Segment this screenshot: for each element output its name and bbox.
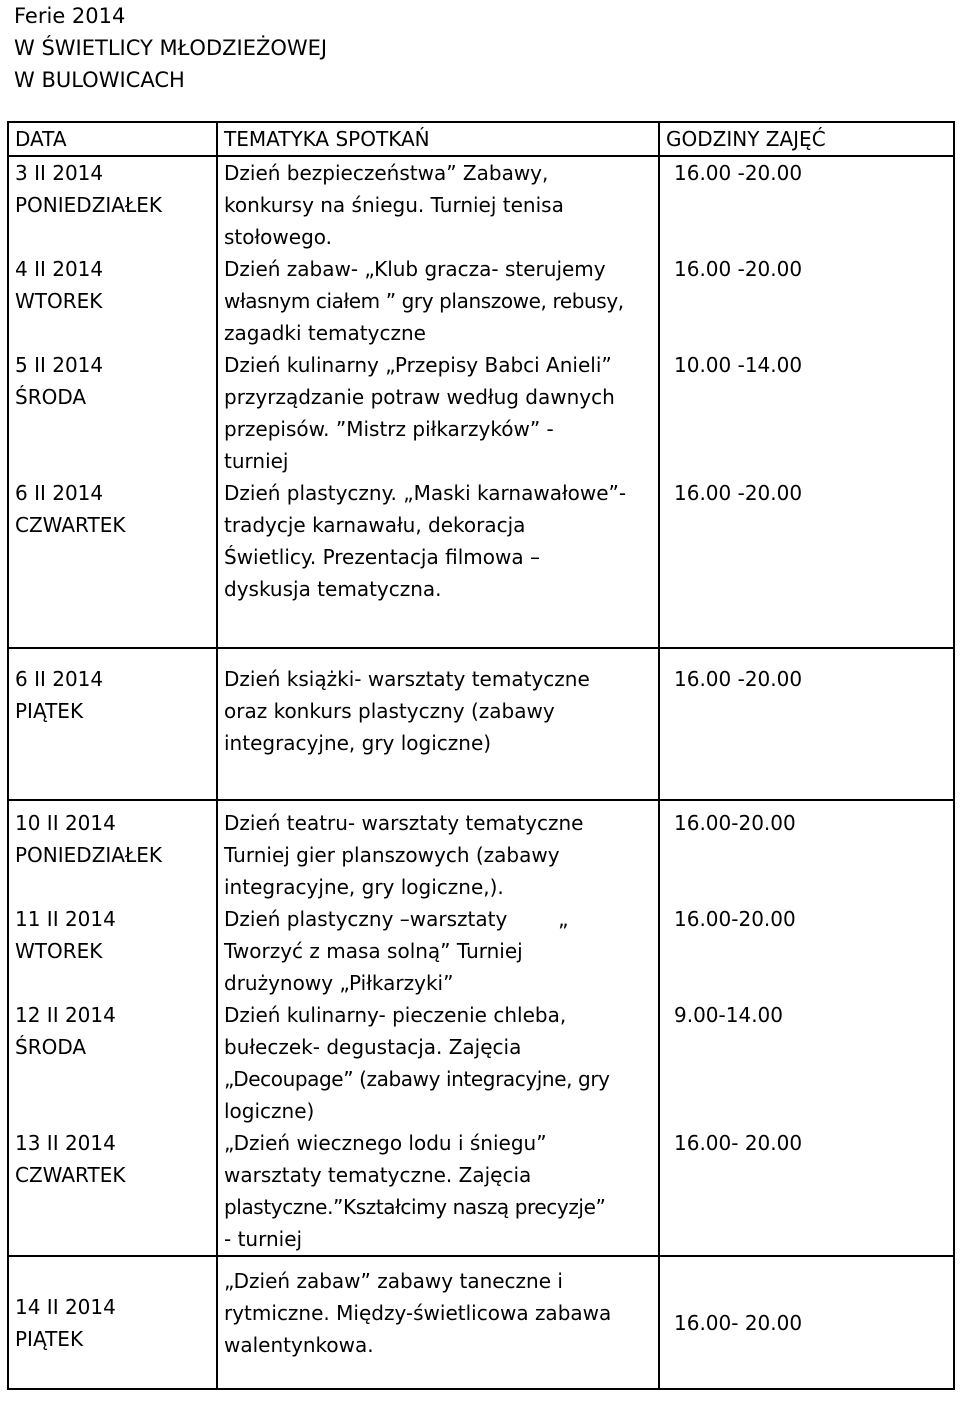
- date-cell: [8, 648, 217, 800]
- weekday-text: WTOREK: [15, 939, 103, 963]
- date-cell: [8, 1256, 217, 1389]
- topic-cell: [217, 800, 659, 1256]
- title-line-3: W BULOWICACH: [14, 68, 185, 92]
- topic-line: turniej: [224, 449, 289, 473]
- topic-line: Dzień plastyczny –warsztaty „: [224, 907, 569, 931]
- date-text: 3 II 2014: [15, 161, 104, 185]
- topic-line: Dzień bezpieczeństwa” Zabawy,: [224, 161, 549, 185]
- topic-line: logiczne): [224, 1099, 315, 1123]
- date-entry: [15, 999, 216, 1127]
- topic-line: „Dzień zabaw” zabawy taneczne i: [224, 1269, 563, 1293]
- topic-line: Dzień teatru- warsztaty tematyczne: [224, 811, 584, 835]
- table-row: [8, 648, 954, 800]
- topic-line: oraz konkurs plastyczny (zabawy: [224, 699, 555, 723]
- date-text: 13 II 2014: [15, 1131, 116, 1155]
- topic-line: Dzień kulinarny- pieczenie chleba,: [224, 1003, 567, 1027]
- topic-line: dyskusja tematyczna.: [224, 577, 442, 601]
- date-text: 5 II 2014: [15, 353, 104, 377]
- topic-line: Dzień zabaw- „Klub gracza- sterujemy: [224, 257, 606, 281]
- weekday-text: PIĄTEK: [15, 699, 84, 723]
- topic-entry: [224, 1127, 658, 1255]
- schedule-table: [7, 121, 955, 1390]
- topic-line: - turniej: [224, 1227, 303, 1251]
- topic-line: bułeczek- degustacja. Zajęcia: [224, 1035, 522, 1059]
- topic-line: „Decoupage” (zabawy integracyjne, gry: [224, 1067, 610, 1091]
- topic-entry: [224, 253, 658, 349]
- topic-line: własnym ciałem ” gry planszowe, rebusy,: [224, 289, 624, 313]
- hours-entry: 16.00 -20.00: [674, 667, 803, 691]
- weekday-text: PONIEDZIAŁEK: [15, 843, 162, 867]
- date-entry: [15, 349, 216, 477]
- weekday-text: CZWARTEK: [15, 1163, 126, 1187]
- hours-cell: [659, 156, 954, 648]
- topic-line: drużynowy „Piłkarzyki”: [224, 971, 454, 995]
- hours-entry: 16.00 -20.00: [674, 257, 803, 281]
- weekday-text: PONIEDZIAŁEK: [15, 193, 162, 217]
- hours-entry: 9.00-14.00: [674, 1003, 784, 1027]
- date-entry: [15, 253, 216, 349]
- topic-line: Turniej gier planszowych (zabawy: [224, 843, 560, 867]
- date-text: 10 II 2014: [15, 811, 116, 835]
- hours-cell: [659, 648, 954, 800]
- weekday-text: WTOREK: [15, 289, 103, 313]
- topic-line: Dzień kulinarny „Przepisy Babci Anieli”: [224, 353, 612, 377]
- date-entry: [15, 477, 216, 541]
- date-text: 11 II 2014: [15, 907, 116, 931]
- topic-line: plastyczne.”Kształcimy naszą precyzje”: [224, 1195, 606, 1219]
- topic-cell: [217, 156, 659, 648]
- hours-entry: 16.00-20.00: [674, 907, 796, 931]
- date-entry: [15, 903, 216, 999]
- date-entry: [15, 807, 216, 903]
- topic-entry: [224, 807, 658, 903]
- date-text: 6 II 2014: [15, 667, 104, 691]
- header-topic: TEMATYKA SPOTKAŃ: [217, 122, 659, 156]
- date-cell: [8, 156, 217, 648]
- title-line-1: Ferie 2014: [14, 4, 126, 28]
- weekday-text: ŚRODA: [15, 1035, 87, 1059]
- topic-line: zagadki tematyczne: [224, 321, 426, 345]
- table-row: [8, 156, 954, 648]
- weekday-text: PIĄTEK: [15, 1326, 84, 1351]
- topic-entry: [224, 157, 658, 253]
- topic-line: przepisów. ”Mistrz piłkarzyków” -: [224, 417, 554, 441]
- hours-cell: [659, 800, 954, 1256]
- topic-line: „Dzień wiecznego lodu i śniegu”: [224, 1131, 547, 1155]
- header-hours: GODZINY ZAJĘĆ: [659, 122, 954, 156]
- hours-entry: 16.00-20.00: [674, 811, 796, 835]
- topic-line: integracyjne, gry logiczne): [224, 731, 492, 755]
- topic-line: przyrządzanie potraw według dawnych: [224, 385, 615, 409]
- weekday-text: CZWARTEK: [15, 513, 126, 537]
- topic-line: rytmiczne. Między-świetlicowa zabawa: [224, 1301, 612, 1325]
- date-text: 12 II 2014: [15, 1003, 116, 1027]
- topic-line: Dzień książki- warsztaty tematyczne: [224, 667, 590, 691]
- topic-entry: [224, 999, 658, 1127]
- topic-line: tradycje karnawału, dekoracja: [224, 513, 526, 537]
- topic-line: walentynkowa.: [224, 1333, 374, 1357]
- topic-line: konkursy na śniegu. Turniej tenisa: [224, 193, 564, 217]
- hours-entry: 10.00 -14.00: [674, 353, 803, 377]
- table-header-row: [8, 122, 954, 156]
- table-row: [8, 1256, 954, 1389]
- date-text: 4 II 2014: [15, 257, 104, 281]
- hours-entry: 16.00 -20.00: [674, 481, 803, 505]
- hours-entry: 16.00 -20.00: [674, 161, 803, 185]
- date-text: 6 II 2014: [15, 481, 104, 505]
- date-entry: [15, 1127, 216, 1191]
- hours-entry: 16.00- 20.00: [674, 1131, 803, 1155]
- date-text: 14 II 2014: [15, 1294, 116, 1319]
- topic-line: Tworzyć z masa solną” Turniej: [224, 939, 523, 963]
- date-cell: [8, 800, 217, 1256]
- topic-line: stołowego.: [224, 225, 333, 249]
- date-entry: [15, 157, 216, 253]
- topic-cell: [217, 1256, 659, 1389]
- header-date: DATA: [8, 122, 217, 156]
- document-title: [14, 0, 327, 96]
- hours-cell: [659, 1256, 954, 1389]
- topic-line: Świetlicy. Prezentacja filmowa –: [224, 545, 540, 569]
- hours-entry: 16.00- 20.00: [674, 1310, 803, 1335]
- topic-entry: [224, 477, 658, 605]
- topic-entry: [224, 349, 658, 477]
- title-line-2: W ŚWIETLICY MŁODZIEŻOWEJ: [14, 36, 328, 60]
- table-row: [8, 800, 954, 1256]
- topic-cell: [217, 648, 659, 800]
- topic-entry: [224, 903, 658, 999]
- weekday-text: ŚRODA: [15, 385, 87, 409]
- topic-line: integracyjne, gry logiczne,).: [224, 875, 504, 899]
- topic-line: Dzień plastyczny. „Maski karnawałowe”-: [224, 481, 627, 505]
- topic-line: warsztaty tematyczne. Zajęcia: [224, 1163, 532, 1187]
